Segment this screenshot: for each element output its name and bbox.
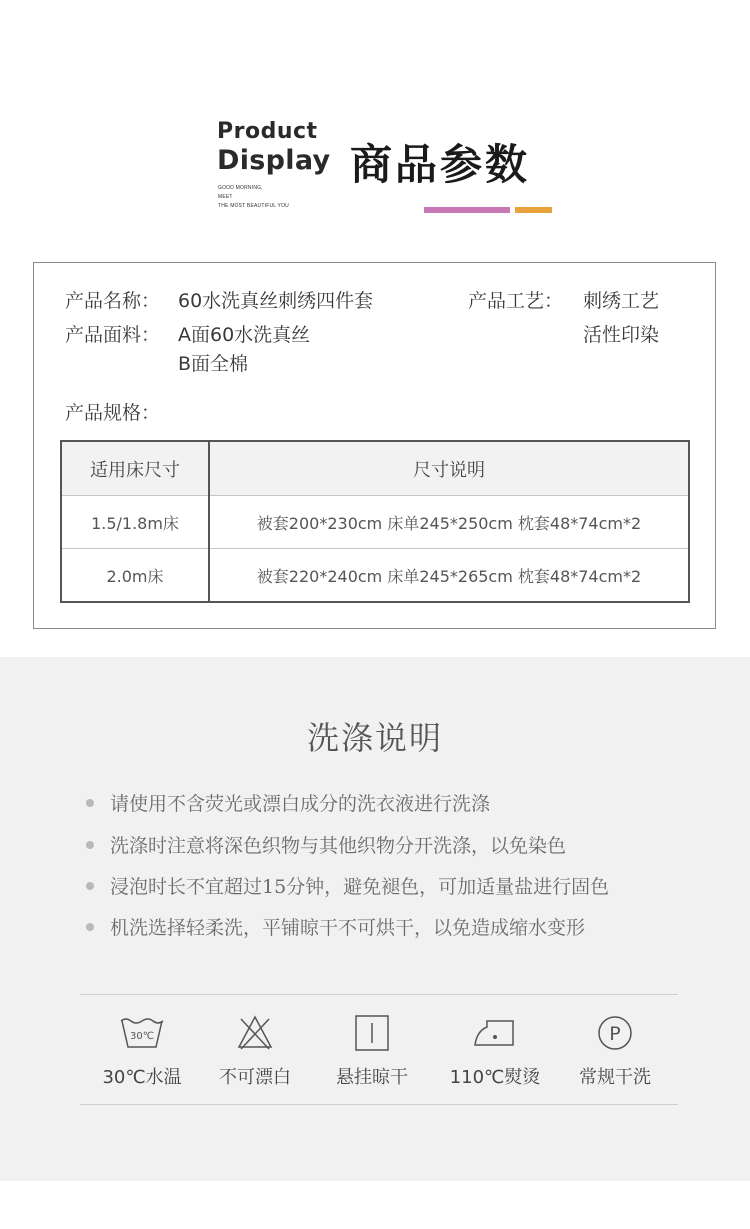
hang-dry-icon — [348, 1013, 396, 1053]
care-label: 不可漂白 — [219, 1067, 291, 1088]
bullet-dot-icon — [86, 841, 94, 849]
page-title: 商品参数 — [350, 140, 531, 189]
care-item-wash — [82, 1013, 202, 1089]
row-bed-size: 2.0m床 — [62, 549, 210, 602]
row-size-desc: 被套220*240cm 床单245*265cm 枕套48*74cm*2 — [209, 549, 689, 602]
care-label: 110℃熨烫 — [449, 1067, 541, 1088]
wash-tip — [86, 831, 566, 858]
bullet-dot-icon — [86, 923, 94, 931]
header-en-line1: Product — [217, 119, 318, 144]
no-bleach-icon — [231, 1013, 279, 1053]
bullet-dot-icon — [86, 799, 94, 807]
header-tagline-2: MEET — [218, 194, 233, 200]
dry-clean-p-icon — [591, 1013, 639, 1053]
care-label: 悬挂晾干 — [336, 1067, 408, 1088]
wash-temp-text: 30℃ — [130, 1031, 154, 1042]
care-item-iron — [435, 1013, 555, 1089]
craft-label: 产品工艺： — [468, 290, 564, 312]
header-tagline-3: THE MOST BEAUTIFUL YOU — [218, 203, 289, 209]
wash-title: 洗涤说明 — [306, 719, 443, 757]
spec-label: 产品规格： — [65, 402, 161, 424]
wash-tub-icon — [118, 1013, 166, 1053]
wash-tip-text: 浸泡时长不宜超过15分钟，避免褪色，可加适量盐进行固色 — [110, 876, 610, 898]
wash-tip — [86, 789, 490, 816]
product-display-header — [0, 0, 750, 260]
bullet-dot-icon — [86, 882, 94, 890]
wash-tip — [86, 872, 609, 899]
accent-bar-orange — [515, 207, 552, 213]
fabric-label: 产品面料： — [65, 324, 161, 346]
care-label: 常规干洗 — [579, 1067, 651, 1088]
fabric-value-1: A面60水洗真丝 — [178, 324, 311, 346]
table-row — [62, 549, 689, 602]
header-en-line2: Display — [217, 145, 331, 176]
divider-bottom — [80, 1104, 678, 1105]
row-size-desc: 被套200*230cm 床单245*250cm 枕套48*74cm*2 — [209, 496, 689, 549]
header-tagline-1: GOOD MORNING, — [218, 185, 263, 191]
care-label: 30℃水温 — [102, 1067, 182, 1088]
care-item-dry-clean — [555, 1013, 675, 1089]
name-label: 产品名称： — [65, 290, 161, 312]
wash-tip-text: 洗涤时注意将深色织物与其他织物分开洗涤，以免染色 — [110, 835, 567, 857]
wash-instructions-section — [0, 657, 750, 1181]
fabric-value-2: B面全棉 — [178, 353, 249, 375]
craft-value-1: 刺绣工艺 — [583, 290, 660, 312]
spec-table — [61, 441, 689, 602]
wash-tip-text: 机洗选择轻柔洗，平铺晾干不可烘干，以免造成缩水变形 — [110, 917, 586, 939]
wash-tip — [86, 913, 585, 940]
header-size-desc: 尺寸说明 — [209, 442, 689, 496]
table-row — [62, 496, 689, 549]
accent-bar-pink — [424, 207, 510, 213]
wash-tip-text: 请使用不含荧光或漂白成分的洗衣液进行洗涤 — [110, 793, 491, 815]
iron-icon — [471, 1013, 519, 1053]
name-value: 60水洗真丝刺绣四件套 — [178, 290, 374, 312]
row-bed-size: 1.5/1.8m床 — [62, 496, 210, 549]
spec-table-header — [62, 442, 689, 496]
header-bed-size: 适用床尺寸 — [62, 442, 210, 496]
care-item-hang-dry — [312, 1013, 432, 1089]
care-item-no-bleach — [195, 1013, 315, 1089]
dry-clean-letter: P — [609, 1023, 621, 1045]
divider-top — [80, 994, 678, 995]
craft-value-2: 活性印染 — [583, 324, 660, 346]
